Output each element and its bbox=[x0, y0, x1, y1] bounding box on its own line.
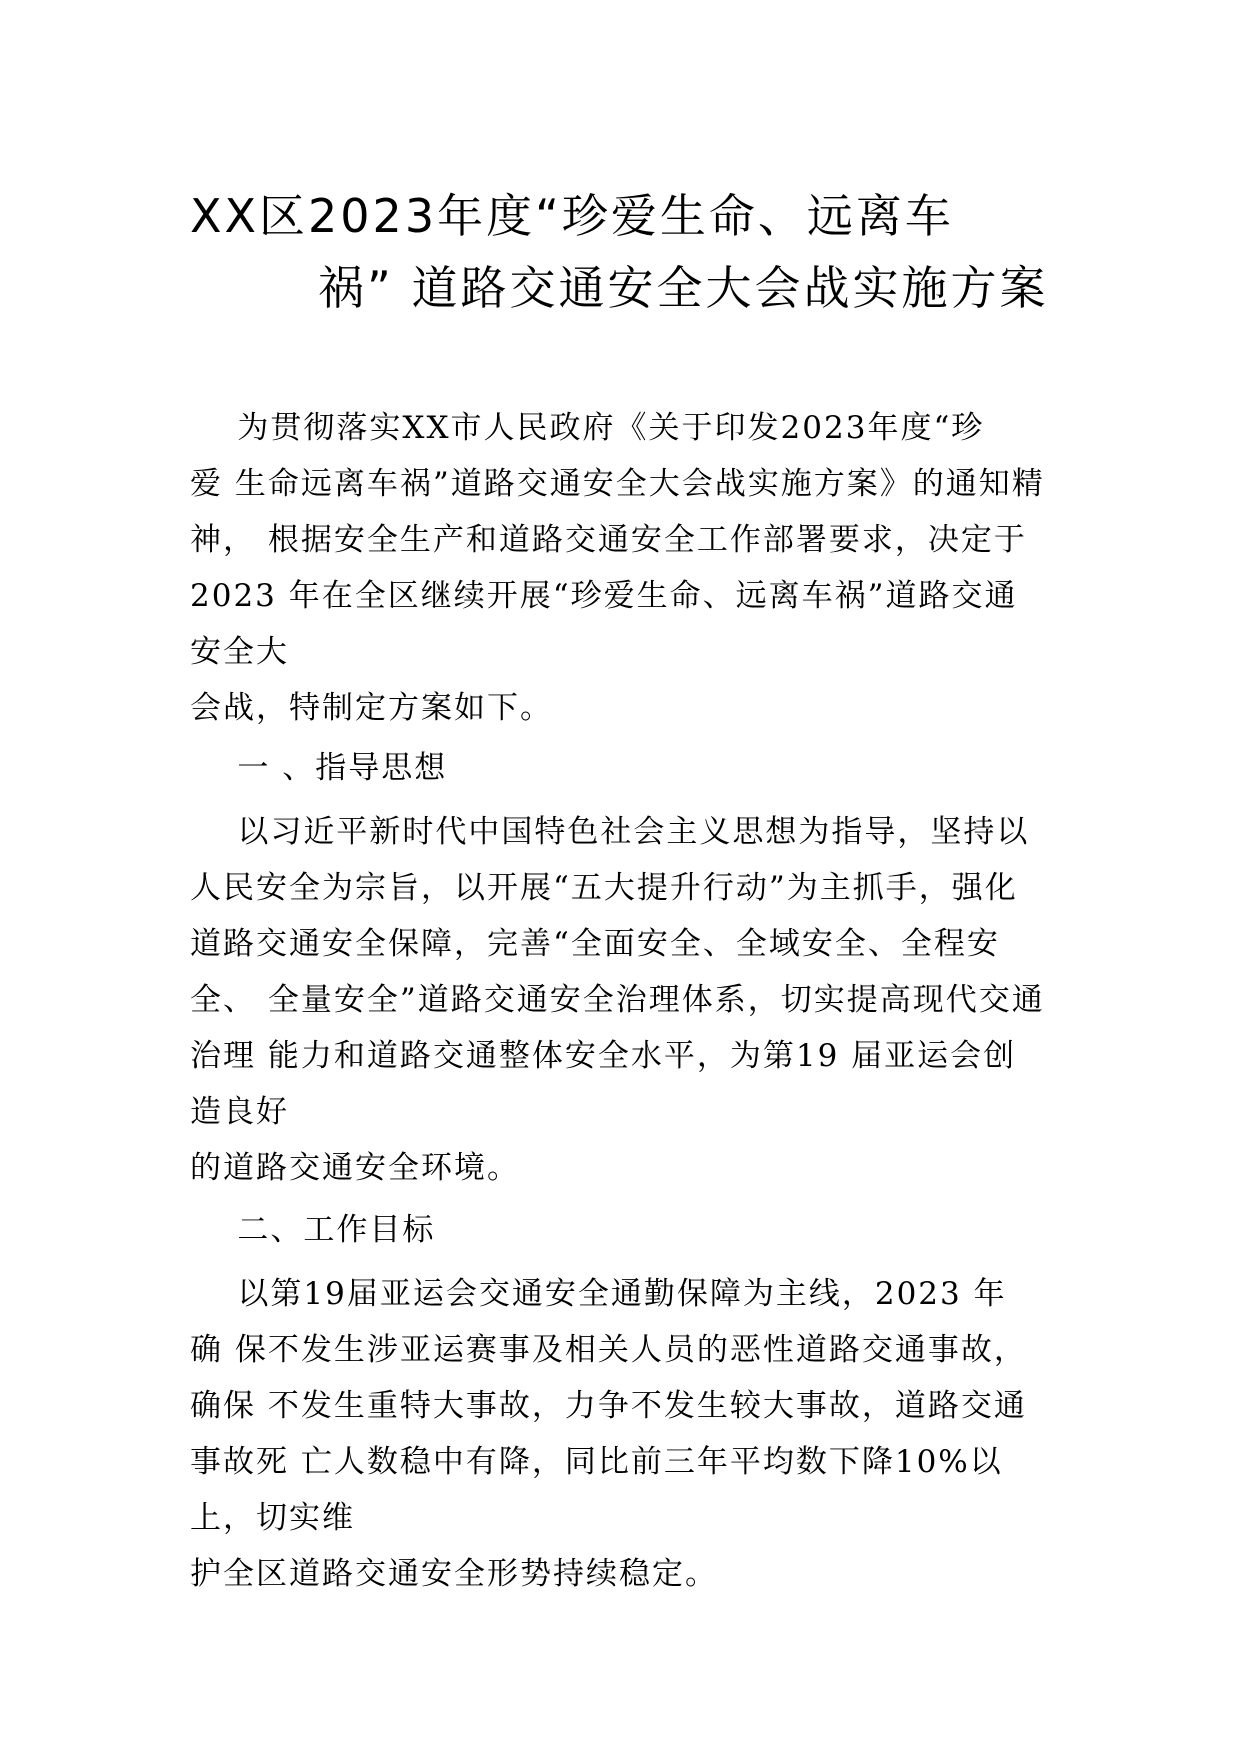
section-heading: 二、工作目标 bbox=[190, 1212, 436, 1248]
document-title-line-1: XX区2023年度“珍爱生命、远离车 bbox=[190, 189, 954, 243]
body-line: 确保 不发生重特大事故，力争不发生较大事故，道路交通 bbox=[190, 1388, 1027, 1424]
body-line: 护全区道路交通安全形势持续稳定。 bbox=[190, 1556, 718, 1592]
body-line: 以习近平新时代中国特色社会主义思想为指导，坚持以 bbox=[190, 814, 1030, 850]
body-line: 2023 年在全区继续开展“珍爱生命、远离车祸”道路交通 bbox=[190, 578, 1018, 614]
body-line: 会战，特制定方案如下。 bbox=[190, 690, 553, 726]
body-line: 人民安全为宗旨，以开展“五大提升行动”为主抓手，强化 bbox=[190, 870, 1018, 906]
body-line: 爱 生命远离车祸”道路交通安全大会战实施方案》的通知精 bbox=[190, 466, 1045, 502]
body-line: 上，切实维 bbox=[190, 1500, 355, 1536]
body-line: 以第19届亚运会交通安全通勤保障为主线，2023 年 bbox=[190, 1276, 1007, 1312]
body-line: 的道路交通安全环境。 bbox=[190, 1150, 520, 1186]
body-line: 治理 能力和道路交通整体安全水平，为第19 届亚运会创 bbox=[190, 1038, 1017, 1074]
body-line: 神， 根据安全生产和道路交通安全工作部署要求，决定于 bbox=[190, 522, 1027, 558]
body-line: 事故死 亡人数稳中有降，同比前三年平均数下降10%以 bbox=[190, 1444, 1003, 1480]
body-line: 全、 全量安全”道路交通安全治理体系，切实提高现代交通 bbox=[190, 982, 1045, 1018]
section-heading: 一 、指导思想 bbox=[190, 750, 448, 786]
document-title-line-2: 祸” 道路交通安全大会战实施方案 bbox=[318, 261, 1049, 315]
body-line: 确 保不发生涉亚运赛事及相关人员的恶性道路交通事故， bbox=[190, 1332, 1027, 1368]
body-line: 为贯彻落实XX市人民政府《关于印发2023年度“珍 bbox=[190, 410, 985, 446]
body-line: 造良好 bbox=[190, 1094, 289, 1130]
body-line: 道路交通安全保障，完善“全面安全、全域安全、全程安 bbox=[190, 926, 1000, 962]
body-line: 安全大 bbox=[190, 634, 289, 670]
